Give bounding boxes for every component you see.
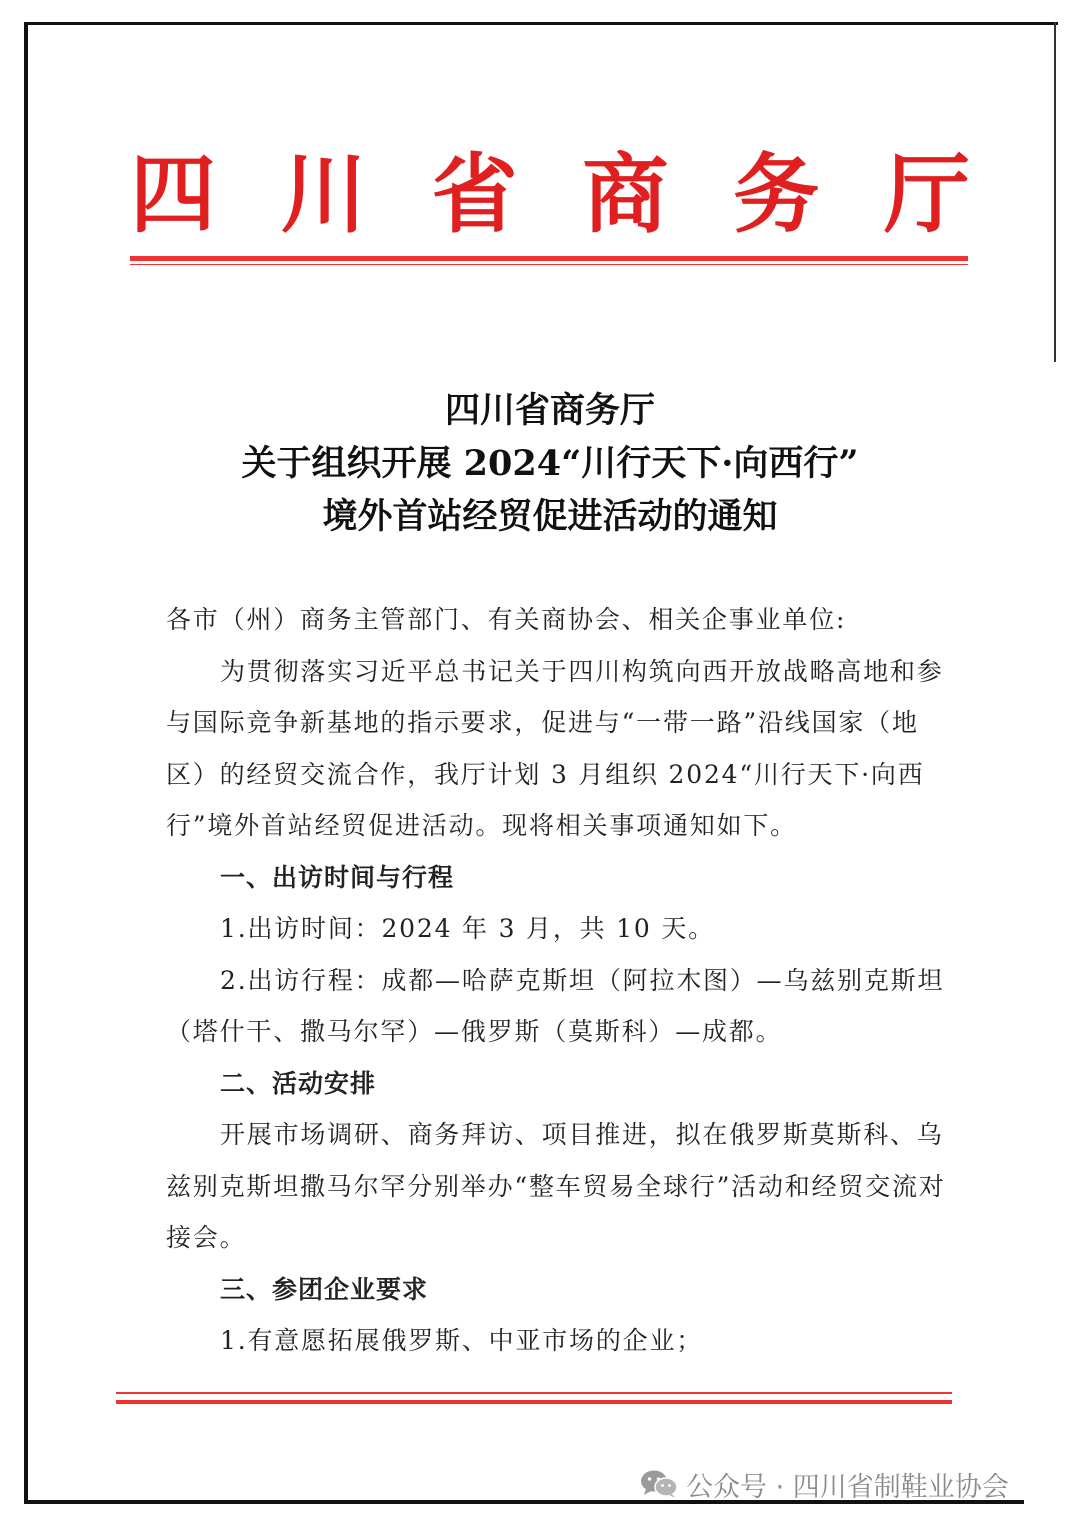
letterhead-char: 厅	[883, 144, 970, 245]
letterhead-char: 四	[130, 144, 216, 245]
title-line-2: 关于组织开展 2024“川行天下·向西行”	[241, 443, 859, 484]
intro-paragraph: 为贯彻落实习近平总书记关于四川构筑向西开放战略高地和参与国际竞争新基地的指示要求，促进与“一带一路”沿线国家（地区）的经贸交流合作，我厅计划 3 月组织 2024“川行天下·向西行”境外首站经贸促进活动。现将相关事项通知如下。	[166, 656, 944, 840]
scan-border-left	[24, 22, 28, 1502]
section-heading-3: 三、参团企业要求	[220, 1274, 429, 1304]
section1-item-2: 2.出访行程：成都—哈萨克斯坦（阿拉木图）—乌兹别克斯坦（塔什干、撒马尔罕）—俄罗斯（莫斯科）—成都。	[166, 965, 945, 1046]
red-separator-bottom-thin	[116, 1392, 952, 1394]
letterhead-char: 商	[582, 144, 669, 245]
section3-item-1: 1.有意愿拓展俄罗斯、中亚市场的企业；	[220, 1326, 704, 1355]
wechat-icon	[640, 1469, 678, 1499]
letterhead-char: 省	[431, 144, 518, 245]
section-heading-1: 一、出访时间与行程	[220, 862, 455, 892]
document-body	[166, 594, 946, 1367]
document-title	[130, 384, 970, 543]
letterhead-char: 川	[280, 144, 367, 245]
title-line-1: 四川省商务厅	[444, 390, 655, 431]
section-heading-2: 二、活动安排	[220, 1068, 377, 1098]
title-line-3: 境外首站经贸促进活动的通知	[322, 496, 778, 537]
red-separator-top-thin	[130, 264, 968, 265]
letterhead-char: 务	[733, 144, 820, 245]
section1-item-1: 1.出访时间：2024 年 3 月，共 10 天。	[220, 914, 715, 943]
watermark-text: 公众号 · 四川省制鞋业协会	[686, 1471, 1009, 1503]
scan-border-top	[24, 22, 1058, 25]
red-separator-top	[130, 256, 968, 261]
section2-paragraph: 开展市场调研、商务拜访、项目推进，拟在俄罗斯莫斯科、乌兹别克斯坦撒马尔罕分别举办“整车贸易全球行”活动和经贸交流对接会。	[166, 1120, 946, 1252]
red-separator-bottom	[116, 1400, 952, 1404]
salutation: 各市（州）商务主管部门、有关商协会、相关企事业单位:	[166, 605, 847, 634]
wechat-watermark	[640, 1464, 1009, 1504]
scan-border-right	[1054, 22, 1056, 362]
letterhead	[130, 140, 970, 250]
